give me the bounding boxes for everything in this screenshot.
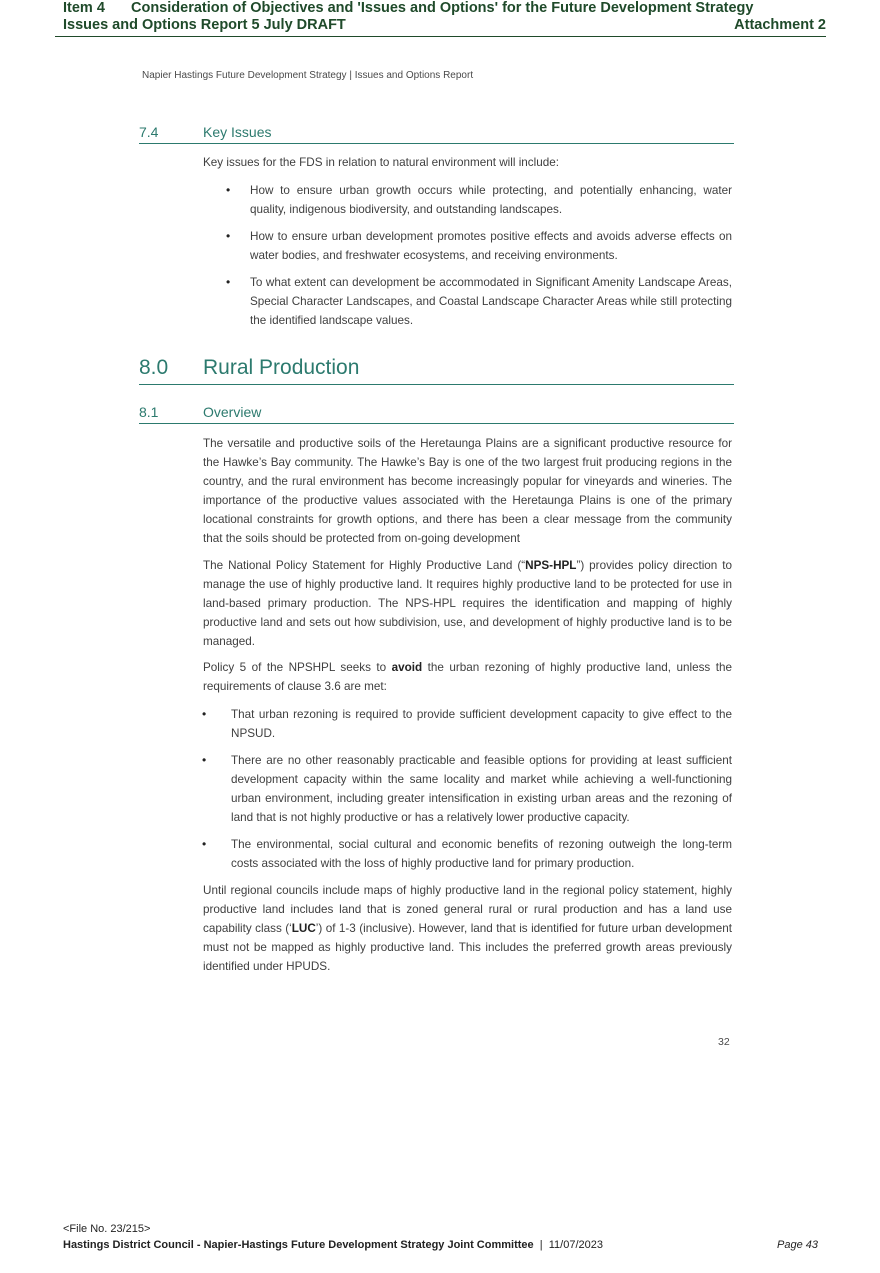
overview-paragraph-1: The versatile and productive soils of the Heretaunga Plains are a significant productive resource for the Hawke’s Bay community. The Hawke’s Bay is one of the two largest fruit producing regions in the country, and the rural environment has become increasingly popular for vineyards and wineries. The importance of the productive values associated with the Heretaunga Plains is one of the primary locational constraints for growth options, and there has been a clear message from the community that the soils should be protected from on-going development <box>203 437 732 545</box>
section-heading-8-0 <box>139 356 734 385</box>
agenda-page-number: Page 43 <box>777 1239 818 1251</box>
key-issues-intro: Key issues for the FDS in relation to natural environment will include: <box>203 156 559 169</box>
nps-hpl-term: NPS-HPL <box>525 559 577 572</box>
list-item: • To what extent can development be accommodated in Significant Amenity Landscape Areas, Special Character Landscapes, and Coastal Landscape Character Areas while still protecting the identified landscape values. <box>226 275 732 327</box>
luc-term: LUC <box>291 922 316 935</box>
bullet-icon: • <box>226 275 231 289</box>
overview-paragraph-2: The National Policy Statement for Highly Productive Land (“NPS-HPL”) provides policy direction to manage the use of highly productive land. It requires highly productive land to be protected for use in land-based primary production. The NPS-HPL requires the identification and mapping of highly productive land and sets out how subdivision, use, and development of highly productive land is to be managed. <box>203 559 732 648</box>
agenda-footer <box>63 1239 818 1251</box>
footer-committee-line: Hastings District Council - Napier-Hastings Future Development Strategy Joint Committee | 11/07/2023 <box>63 1239 603 1251</box>
committee-name: Hastings District Council - Napier-Hastings Future Development Strategy Joint Committee <box>63 1239 534 1251</box>
clause-3-6-list <box>202 705 732 881</box>
header-rule <box>55 36 826 37</box>
agenda-item-title: Consideration of Objectives and 'Issues and Options' for the Future Development Strategy <box>131 0 754 16</box>
section-title: Key Issues <box>203 124 272 140</box>
section-title: Rural Production <box>203 356 360 379</box>
bullet-icon: • <box>226 229 231 243</box>
bullet-icon: • <box>202 753 207 767</box>
avoid-term: avoid <box>391 661 423 674</box>
list-item: • How to ensure urban growth occurs while protecting, and potentially enhancing, water quality, indigenous biodiversity, and outstanding landscapes. <box>226 183 732 216</box>
meeting-date: 11/07/2023 <box>548 1239 603 1251</box>
list-item: • How to ensure urban development promotes positive effects and avoids adverse effects on water bodies, and freshwater ecosystems, and receiving environments. <box>226 229 732 262</box>
overview-paragraph-3: Policy 5 of the NPSHPL seeks to avoid the urban rezoning of highly productive land, unless the requirements of clause 3.6 are met: <box>203 661 733 693</box>
report-subtitle: Issues and Options Report 5 July DRAFT <box>63 17 346 33</box>
agenda-item-number: Item 4 <box>63 0 105 16</box>
section-number: 7.4 <box>139 124 159 140</box>
running-header: Napier Hastings Future Development Strategy | Issues and Options Report <box>142 70 474 81</box>
key-issues-list <box>226 181 732 338</box>
file-number: <File No. 23/215> <box>63 1223 151 1235</box>
overview-paragraph-4: Until regional councils include maps of highly productive land in the regional policy statement, highly productive land includes land that is zoned general rural or rural production and has a land use capability class (‘LUC’) of 1-3 (inclusive). However, land that is identified for future urban development must not be mapped as highly productive land. This includes the preferred growth areas previously identified under HPUDS. <box>203 884 732 973</box>
bullet-icon: • <box>202 837 207 851</box>
section-title: Overview <box>203 404 262 420</box>
list-item: • That urban rezoning is required to provide sufficient development capacity to give effect to the NPSUD. <box>202 707 732 740</box>
report-page-number: 32 <box>718 1036 730 1048</box>
agenda-subheader <box>63 17 826 33</box>
list-item: • The environmental, social cultural and economic benefits of rezoning outweigh the long-term costs associated with the loss of highly productive land for primary production. <box>202 837 732 870</box>
bullet-icon: • <box>226 183 231 197</box>
agenda-header-line <box>63 0 826 16</box>
list-item: • There are no other reasonably practicable and feasible options for providing at least sufficient development capacity within the same locality and market while achieving a well-functioning urban environment, including greater intensification in existing urban areas and the rezoning of land that is not highly productive or has a relatively lower productive capacity. <box>202 753 732 824</box>
bullet-icon: • <box>202 707 207 721</box>
attachment-label: Attachment 2 <box>734 17 826 33</box>
section-heading-7-4 <box>139 124 734 144</box>
section-number: 8.1 <box>139 404 159 420</box>
section-number: 8.0 <box>139 356 169 379</box>
section-heading-8-1 <box>139 404 734 424</box>
